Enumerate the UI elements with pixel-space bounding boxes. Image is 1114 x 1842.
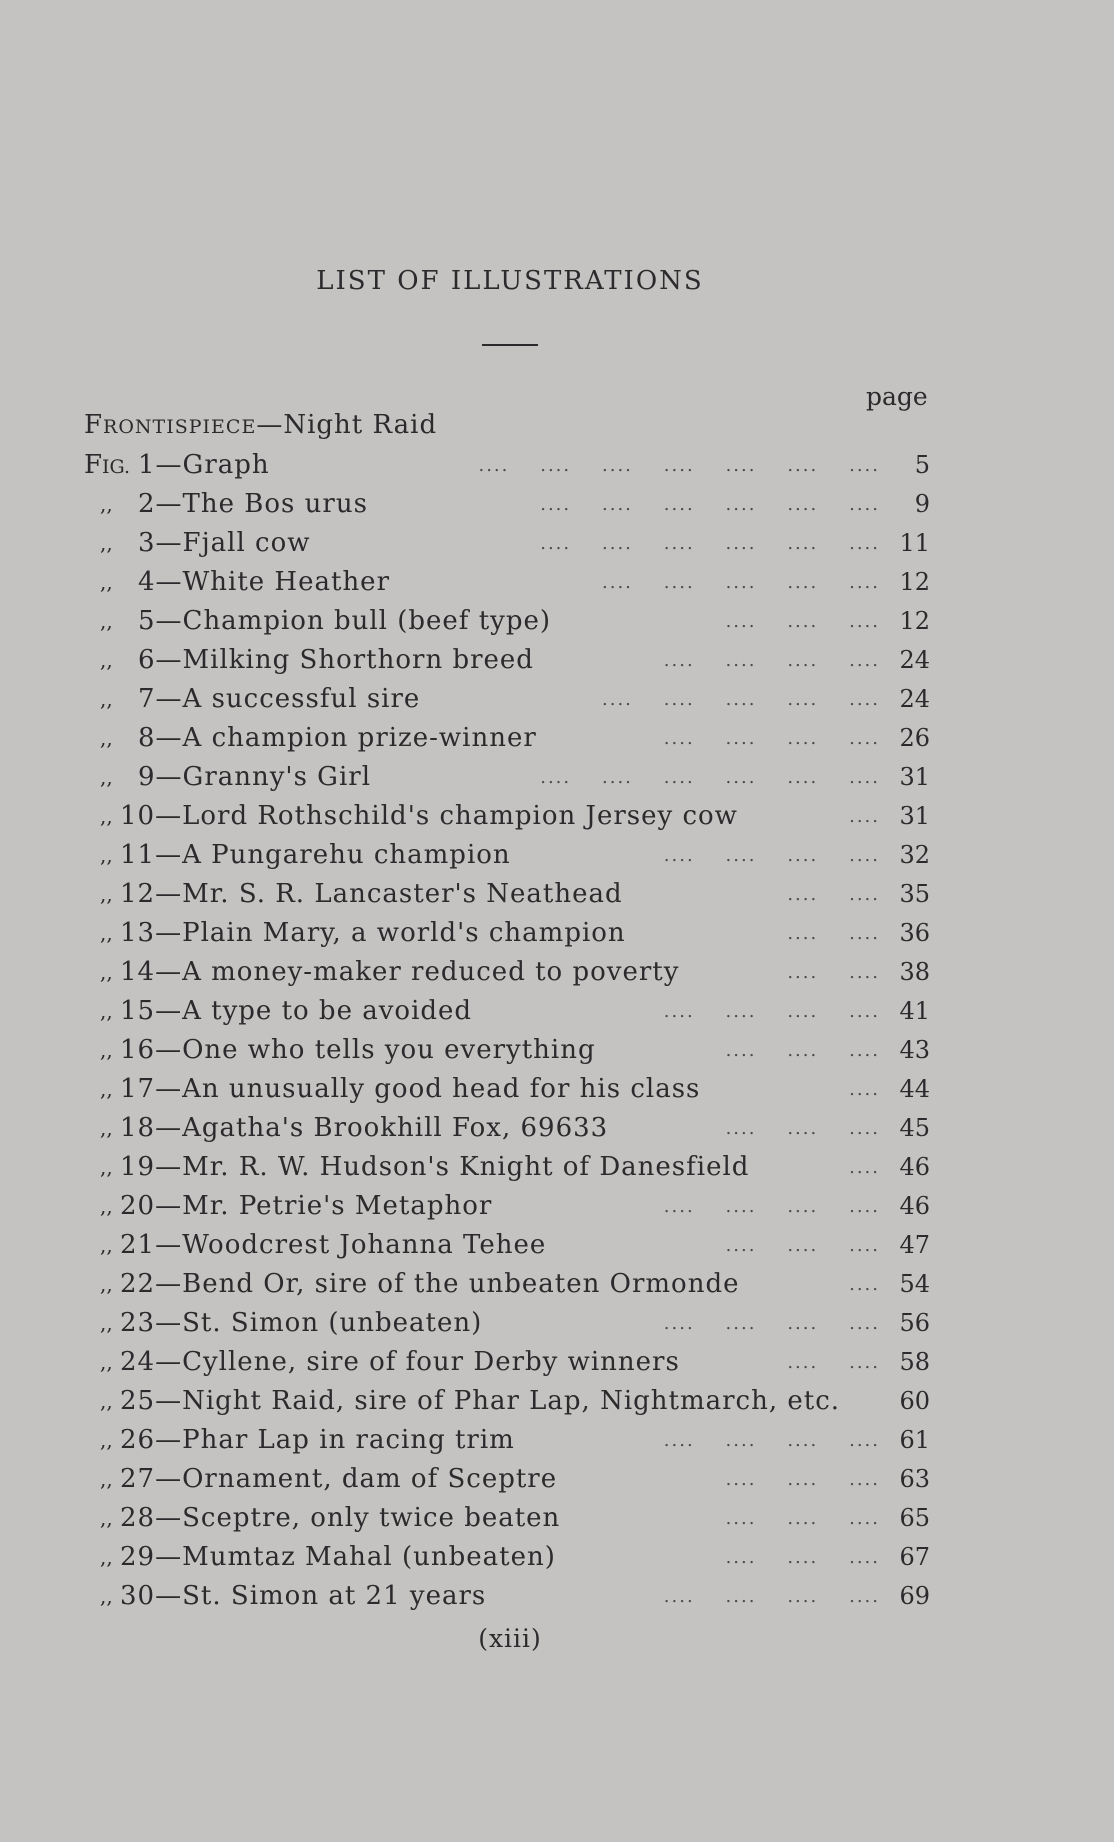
- dot-leader: .... .... ....: [725, 1547, 880, 1568]
- entry-title: [138, 563, 390, 602]
- ditto-mark: ,,: [100, 804, 113, 828]
- ditto-mark: ,,: [100, 1506, 113, 1530]
- ditto-mark: ,,: [100, 1194, 113, 1218]
- title-rule: [482, 344, 538, 346]
- entry-dash: —: [155, 723, 183, 753]
- entry-dash: —: [155, 762, 183, 792]
- entry-number: 11: [120, 840, 156, 870]
- entry-number: 26: [120, 1425, 156, 1455]
- list-item: [0, 1109, 1114, 1148]
- ditto-mark: ,,: [100, 960, 113, 984]
- entry-page-number: 58: [899, 1348, 930, 1376]
- entry-title: [120, 1148, 749, 1187]
- entry-number: 22: [120, 1269, 156, 1299]
- ditto-mark: ,,: [100, 531, 113, 555]
- entry-title: [120, 1343, 680, 1382]
- entry-page-number: 24: [899, 685, 930, 713]
- dot-leader: .... ....: [787, 884, 880, 905]
- entry-text: Graph: [182, 450, 270, 480]
- fig-label-rest: IG.: [102, 456, 131, 478]
- frontispiece-label-rest: RONTISPIECE: [103, 416, 257, 438]
- dot-leader: .... .... ....: [725, 1235, 880, 1256]
- list-item: [0, 758, 1114, 797]
- entry-page-number: 41: [899, 997, 930, 1025]
- entry-dash: —: [155, 1152, 183, 1182]
- entry-dash: —: [155, 1542, 183, 1572]
- entry-text: Granny's Girl: [182, 762, 372, 792]
- list-item: [0, 1304, 1114, 1343]
- list-item: [0, 1499, 1114, 1538]
- dot-leader: .... ....: [787, 1352, 880, 1373]
- ditto-mark: ,,: [100, 570, 113, 594]
- entry-page-number: 5: [914, 451, 930, 479]
- entry-title: [120, 1538, 556, 1577]
- list-item: [0, 1382, 1114, 1421]
- entry-page-number: 47: [899, 1231, 930, 1259]
- entry-text: A money-maker reduced to poverty: [182, 957, 680, 987]
- entry-title: [120, 797, 738, 836]
- entry-dash: —: [155, 1230, 183, 1260]
- list-item: [0, 1421, 1114, 1460]
- entry-text: Woodcrest Johanna Tehee: [182, 1230, 547, 1260]
- ditto-mark: ,,: [100, 1350, 113, 1374]
- dot-leader: .... .... .... ....: [663, 728, 880, 749]
- entry-dash: —: [155, 1269, 183, 1299]
- entry-number: 19: [120, 1152, 156, 1182]
- dot-leader: .... .... ....: [725, 1118, 880, 1139]
- frontispiece-title: Night Raid: [283, 410, 438, 440]
- entry-text: Phar Lap in racing trim: [182, 1425, 515, 1455]
- entry-page-number: 60: [899, 1387, 930, 1415]
- list-item: [0, 719, 1114, 758]
- list-item: [0, 1031, 1114, 1070]
- entry-dash: —: [155, 996, 183, 1026]
- ditto-mark: ,,: [100, 609, 113, 633]
- entry-text: Bend Or, sire of the unbeaten Ormonde: [182, 1269, 740, 1299]
- entry-title: [120, 1499, 560, 1538]
- dot-leader: .... .... ....: [725, 1508, 880, 1529]
- entry-dash: —: [155, 879, 183, 909]
- entry-number: 20: [120, 1191, 156, 1221]
- entry-number: 17: [120, 1074, 156, 1104]
- entry-number: 5: [138, 606, 156, 636]
- entry-number: 27: [120, 1464, 156, 1494]
- entry-title: [120, 1109, 608, 1148]
- ditto-mark: ,,: [100, 1038, 113, 1062]
- entry-number: 4: [138, 567, 156, 597]
- entry-number: 18: [120, 1113, 156, 1143]
- page-title: LIST OF ILLUSTRATIONS: [316, 266, 704, 296]
- list-item: [0, 1187, 1114, 1226]
- dot-leader: ....: [849, 1079, 880, 1100]
- ditto-mark: ,,: [100, 1077, 113, 1101]
- entry-title: [120, 1382, 840, 1421]
- entry-title: [138, 641, 534, 680]
- ditto-mark: ,,: [100, 1467, 113, 1491]
- entry-title: [120, 992, 472, 1031]
- entry-number: 15: [120, 996, 156, 1026]
- entry-text: One who tells you everything: [182, 1035, 596, 1065]
- entry-number: 7: [138, 684, 156, 714]
- dot-leader: .... .... .... .... .... ....: [540, 494, 880, 515]
- entry-page-number: 31: [899, 802, 930, 830]
- entry-text: Sceptre, only twice beaten: [182, 1503, 561, 1533]
- entry-dash: —: [155, 1113, 183, 1143]
- dot-leader: ....: [849, 1157, 880, 1178]
- list-item: [0, 992, 1114, 1031]
- list-item: [0, 602, 1114, 641]
- entry-title: [120, 1421, 515, 1460]
- entry-page-number: 65: [899, 1504, 930, 1532]
- entry-text: Mr. S. R. Lancaster's Neathead: [182, 879, 623, 909]
- entry-number: 9: [138, 762, 156, 792]
- ditto-mark: ,,: [100, 492, 113, 516]
- entry-page-number: 12: [899, 607, 930, 635]
- entry-dash: —: [155, 918, 183, 948]
- entry-text: Plain Mary, a world's champion: [182, 918, 626, 948]
- entry-text: Milking Shorthorn breed: [182, 645, 534, 675]
- illustrations-list: [0, 446, 1114, 1616]
- ditto-mark: ,,: [100, 843, 113, 867]
- list-item: [0, 1148, 1114, 1187]
- entry-page-number: 36: [899, 919, 930, 947]
- entry-dash: —: [155, 1308, 183, 1338]
- entry-page-number: 46: [899, 1153, 930, 1181]
- entry-page-number: 12: [899, 568, 930, 596]
- dot-leader: .... .... .... .... .... ....: [540, 767, 880, 788]
- dot-leader: .... .... ....: [725, 1469, 880, 1490]
- entry-title: [138, 602, 551, 641]
- frontispiece-entry: [84, 410, 437, 440]
- entry-number: 12: [120, 879, 156, 909]
- entry-text: A successful sire: [182, 684, 421, 714]
- ditto-mark: ,,: [100, 1389, 113, 1413]
- entry-text: An unusually good head for his class: [182, 1074, 701, 1104]
- entry-dash: —: [155, 1386, 183, 1416]
- entry-dash: —: [155, 1191, 183, 1221]
- entry-dash: —: [155, 801, 183, 831]
- entry-text: A champion prize-winner: [182, 723, 537, 753]
- entry-title: [120, 836, 511, 875]
- dot-leader: .... .... .... ....: [663, 1001, 880, 1022]
- entry-page-number: 11: [899, 529, 930, 557]
- entry-title: [138, 719, 537, 758]
- list-item: [0, 836, 1114, 875]
- list-item: [0, 797, 1114, 836]
- list-item: [0, 680, 1114, 719]
- entry-title: [120, 1577, 486, 1616]
- dot-leader: .... .... .... ....: [663, 845, 880, 866]
- list-item: [0, 446, 1114, 485]
- entry-text: Lord Rothschild's champion Jersey cow: [182, 801, 738, 831]
- dot-leader: .... ....: [787, 962, 880, 983]
- list-item: [0, 953, 1114, 992]
- entry-dash: —: [155, 840, 183, 870]
- dot-leader: .... .... .... ....: [663, 1313, 880, 1334]
- ditto-mark: ,,: [100, 999, 113, 1023]
- list-item: [0, 1577, 1114, 1616]
- dot-leader: .... .... .... .... .... .... ....: [478, 455, 880, 476]
- entry-page-number: 9: [914, 490, 930, 518]
- list-item: [0, 1070, 1114, 1109]
- entry-number: 16: [120, 1035, 156, 1065]
- entry-page-number: 32: [899, 841, 930, 869]
- list-item: [0, 875, 1114, 914]
- entry-page-number: 54: [899, 1270, 930, 1298]
- entry-number: 28: [120, 1503, 156, 1533]
- list-item: [0, 1343, 1114, 1382]
- entry-number: 2: [138, 489, 156, 519]
- entry-dash: —: [155, 1347, 183, 1377]
- entry-dash: —: [155, 489, 183, 519]
- entry-text: A type to be avoided: [182, 996, 473, 1026]
- entry-title: [120, 1265, 739, 1304]
- entry-number: 24: [120, 1347, 156, 1377]
- entry-title: [120, 1031, 596, 1070]
- entry-page-number: 24: [899, 646, 930, 674]
- dot-leader: .... .... .... ....: [663, 1586, 880, 1607]
- entry-number: 3: [138, 528, 156, 558]
- entry-number: 10: [120, 801, 156, 831]
- dot-leader: ....: [849, 806, 880, 827]
- entry-number: 1: [138, 450, 156, 480]
- fig-label-initial: F: [84, 450, 103, 480]
- entry-dash: —: [155, 1464, 183, 1494]
- list-item: [0, 563, 1114, 602]
- entry-title: [138, 524, 311, 563]
- dot-leader: .... .... .... ....: [663, 1430, 880, 1451]
- frontispiece-dash: —: [256, 410, 284, 440]
- entry-text: The Bos urus: [182, 489, 368, 519]
- entry-page-number: 44: [899, 1075, 930, 1103]
- page-column-label: page: [866, 382, 928, 411]
- ditto-mark: ,,: [100, 1584, 113, 1608]
- entry-number: 21: [120, 1230, 156, 1260]
- entry-dash: —: [155, 1425, 183, 1455]
- entry-number: 14: [120, 957, 156, 987]
- entry-title: [120, 1304, 482, 1343]
- entry-dash: —: [155, 450, 183, 480]
- entry-dash: —: [155, 606, 183, 636]
- entry-dash: —: [155, 1074, 183, 1104]
- entry-title: [138, 485, 368, 524]
- dot-leader: .... .... .... ....: [663, 1196, 880, 1217]
- entry-title: [138, 758, 371, 797]
- ditto-mark: ,,: [100, 1272, 113, 1296]
- entry-title: [120, 1187, 492, 1226]
- entry-page-number: 43: [899, 1036, 930, 1064]
- entry-dash: —: [155, 1581, 183, 1611]
- entry-page-number: 67: [899, 1543, 930, 1571]
- entry-number: 8: [138, 723, 156, 753]
- ditto-mark: ,,: [100, 1311, 113, 1335]
- entry-text: Fjall cow: [182, 528, 311, 558]
- ditto-mark: ,,: [100, 1545, 113, 1569]
- entry-text: Mr. Petrie's Metaphor: [182, 1191, 493, 1221]
- page-number: (xiii): [478, 1624, 542, 1653]
- entry-title: [138, 680, 420, 719]
- dot-leader: .... .... .... .... ....: [602, 689, 880, 710]
- entry-page-number: 38: [899, 958, 930, 986]
- list-item: [0, 641, 1114, 680]
- entry-text: Agatha's Brookhill Fox, 69633: [182, 1113, 609, 1143]
- list-item: [0, 485, 1114, 524]
- entry-number: 30: [120, 1581, 156, 1611]
- entry-title: [120, 1226, 546, 1265]
- list-item: [0, 914, 1114, 953]
- dot-leader: .... .... ....: [725, 1040, 880, 1061]
- ditto-mark: ,,: [100, 765, 113, 789]
- entry-dash: —: [155, 645, 183, 675]
- entry-text: Night Raid, sire of Phar Lap, Nightmarch, etc.: [182, 1386, 841, 1416]
- entry-page-number: 63: [899, 1465, 930, 1493]
- ditto-mark: ,,: [100, 1116, 113, 1140]
- dot-leader: .... .... ....: [725, 611, 880, 632]
- entry-dash: —: [155, 1503, 183, 1533]
- entry-title: [138, 446, 270, 485]
- entry-text: Ornament, dam of Sceptre: [182, 1464, 558, 1494]
- entry-text: White Heather: [182, 567, 391, 597]
- entry-title: [120, 1460, 557, 1499]
- ditto-mark: ,,: [100, 921, 113, 945]
- ditto-mark: ,,: [100, 648, 113, 672]
- ditto-mark: ,,: [100, 726, 113, 750]
- entry-dash: —: [155, 684, 183, 714]
- dot-leader: .... .... .... .... .... ....: [540, 533, 880, 554]
- entry-number: 25: [120, 1386, 156, 1416]
- entry-page-number: 46: [899, 1192, 930, 1220]
- dot-leader: .... .... .... ....: [663, 650, 880, 671]
- entry-page-number: 26: [899, 724, 930, 752]
- entry-text: Mr. R. W. Hudson's Knight of Danesfield: [182, 1152, 750, 1182]
- list-item: [0, 1265, 1114, 1304]
- list-item: [0, 524, 1114, 563]
- entry-dash: —: [155, 528, 183, 558]
- entry-title: [120, 953, 679, 992]
- entry-title: [120, 875, 623, 914]
- ditto-mark: ,,: [100, 882, 113, 906]
- entry-text: Mumtaz Mahal (unbeaten): [182, 1542, 556, 1572]
- list-item: [0, 1460, 1114, 1499]
- entry-dash: —: [155, 1035, 183, 1065]
- list-item: [0, 1538, 1114, 1577]
- entry-text: A Pungarehu champion: [182, 840, 511, 870]
- list-item: [0, 1226, 1114, 1265]
- dot-leader: ....: [849, 1274, 880, 1295]
- entry-page-number: 31: [899, 763, 930, 791]
- ditto-mark: ,,: [100, 1155, 113, 1179]
- fig-label: [84, 446, 140, 487]
- entry-title: [120, 1070, 700, 1109]
- entry-text: Cyllene, sire of four Derby winners: [182, 1347, 680, 1377]
- dot-leader: .... .... .... .... ....: [602, 572, 880, 593]
- entry-text: Champion bull (beef type): [182, 606, 552, 636]
- entry-number: 13: [120, 918, 156, 948]
- entry-number: 29: [120, 1542, 156, 1572]
- entry-page-number: 45: [899, 1114, 930, 1142]
- entry-number: 6: [138, 645, 156, 675]
- entry-page-number: 69: [899, 1582, 930, 1610]
- ditto-mark: ,,: [100, 1428, 113, 1452]
- ditto-mark: ,,: [100, 687, 113, 711]
- entry-page-number: 56: [899, 1309, 930, 1337]
- entry-text: St. Simon at 21 years: [182, 1581, 487, 1611]
- entry-page-number: 61: [899, 1426, 930, 1454]
- ditto-mark: ,,: [100, 1233, 113, 1257]
- entry-page-number: 35: [899, 880, 930, 908]
- entry-text: St. Simon (unbeaten): [182, 1308, 483, 1338]
- frontispiece-label-initial: F: [84, 410, 104, 440]
- entry-dash: —: [155, 567, 183, 597]
- entry-title: [120, 914, 626, 953]
- dot-leader: .... ....: [787, 923, 880, 944]
- entry-dash: —: [155, 957, 183, 987]
- entry-number: 23: [120, 1308, 156, 1338]
